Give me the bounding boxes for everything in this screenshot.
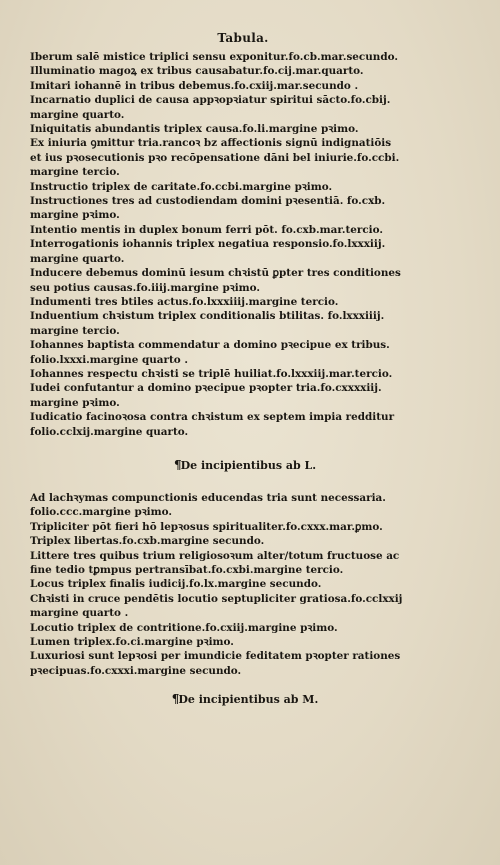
index-entry [30,381,440,410]
page-title: Tabula. [217,31,269,45]
index-entry-line: Induentium chꝛistum triplex conditionalis btilitas. fo.lxxxiiij. [30,310,385,323]
index-entry [30,520,440,534]
index-entry-line: Littere tres quibus trium religiosoꝛum alter/totum fructuose ac [30,549,400,562]
index-entry-line: fine tedio tꝑmpus pertransībat.fo.cxbi.margine tercio. [30,564,344,576]
index-entry [30,649,440,678]
index-entry-line: Intentio mentis in duplex bonum ferri pōt. fo.cxb.mar.tercio. [30,223,383,236]
index-entry-line: margine quarto. [30,252,125,265]
index-entry-line: margine pꝛimo. [30,396,120,409]
index-entry [30,491,440,520]
index-entry-line: Locus triplex finalis iudicij.fo.lx.margine secundo. [30,578,322,591]
index-entry-line: Iberum salē mistice triplici sensu exponitur.fo.cb.mar.secundo. [30,51,398,63]
index-entry-line: seu potius causas.fo.iiij.margine pꝛimo. [30,281,261,294]
index-entry-line: et ius pꝛosecutionis pꝛo recōpensatione dāni bel iniurie.fo.ccbi. [30,151,400,164]
index-entry [30,93,440,122]
index-entry-line: Ex iniuria ꝯmittur tria.rancoꝛ bz affectionis signū indignatiōis [30,137,392,150]
index-entry-line: folio.ccc.margine pꝛimo. [30,506,172,519]
index-entry-line: Triplex libertas.fo.cxb.margine secundo. [30,535,265,548]
index-entry-line: margine tercio. [30,324,120,337]
index-entry [30,223,440,237]
index-entry-line: Incarnatio duplici de causa appꝛopꝛiatur spiritui sācto.fo.cbij. [30,94,391,107]
index-entry [30,180,440,194]
index-entry-line: Interrogationis iohannis triplex negatiua responsio.fo.lxxxiij. [30,238,386,251]
index-entry [30,79,440,93]
index-entry [30,549,440,578]
pilcrow-mark: ¶ [171,692,179,707]
index-entry-line: Iudicatio facinoꝛosa contra chꝛistum ex septem impia redditur [30,411,395,424]
index-entry [30,534,440,548]
index-entry [30,410,440,439]
index-content [30,50,440,706]
index-column [30,31,440,725]
index-entry-line: Indumenti tres btiles actus.fo.lxxxiiij.margine tercio. [30,295,339,308]
index-entry [30,309,440,338]
index-entry-line: margine quarto . [30,607,129,620]
index-entry-line: pꝛecipuas.fo.cxxxi.margine secundo. [30,664,242,677]
index-entry [30,122,440,136]
index-entry-line: Iohannes respectu chꝛisti se triplē huiliat.fo.lxxxiij.mar.tercio. [30,367,393,380]
index-entry-line: Iohannes baptista commendatur a domino pꝛecipue ex tribus. [30,339,390,352]
index-entry-line: margine tercio. [30,166,120,179]
index-entry-line: Luxuriosi sunt lepꝛosi per imundicie feditatem pꝛopter rationes [30,650,401,663]
section-heading-text: De incipientibus ab M. [178,693,319,707]
index-entry [30,194,440,223]
section-heading-text: De incipientibus ab L. [180,458,317,472]
index-entry-line: Imitari iohannē in tribus debemus.fo.cxiij.mar.secundo . [30,79,359,92]
index-entry-line: Iniquitatis abundantis triplex causa.fo.li.margine pꝛimo. [30,123,359,136]
index-entry [30,64,440,78]
index-entry [30,635,440,649]
index-entry-line: Locutio triplex de contritione.fo.cxiij.margine pꝛimo. [30,621,338,634]
index-entry-line: Instructio triplex de caritate.fo.ccbi.margine pꝛimo. [30,180,333,193]
index-entry [30,295,440,309]
index-entry-line: Lumen triplex.fo.ci.margine pꝛimo. [30,636,234,649]
index-entry-line: folio.lxxxi.margine quarto . [30,353,188,366]
index-entry-line: Ad lachꝛymas compunctionis educendas tria sunt necessaria. [30,491,386,504]
index-entry-line: Illuminatio magoꝝ ex tribus causabatur.fo.cij.mar.quarto. [30,65,364,78]
index-entry-line: margine quarto. [30,108,125,121]
index-entry [30,338,440,367]
index-entry-line: Inducere debemus dominū iesum chꝛistū ꝑpter tres conditiones [30,267,401,280]
index-entry-list [30,50,440,439]
index-entry [30,577,440,591]
index-entry-line: margine pꝛimo. [30,209,120,222]
section-heading [50,692,440,706]
index-entry-line: Tripliciter pōt fieri hō lepꝛosus spiritualiter.fo.cxxx.mar.ꝑmo. [30,520,383,533]
pilcrow-mark: ¶ [173,457,181,472]
index-entry [30,50,440,64]
index-entry [30,367,440,381]
index-entry-line: folio.cclxij.margine quarto. [30,425,189,438]
index-entry [30,592,440,621]
index-entry-line: Instructiones tres ad custodiendam domini pꝛesentiā. fo.cxb. [30,195,386,208]
index-entry [30,266,440,295]
index-entry-line: Chꝛisti in cruce pendētis locutio septupliciter gratiosa.fo.cclxxij [30,592,403,605]
section-heading [50,458,440,472]
index-entry-line: Iudei confutantur a domino pꝛecipue pꝛopter tria.fo.cxxxxiij. [30,382,382,395]
index-entry [30,621,440,635]
index-entry-list [30,491,440,678]
index-entry [30,136,440,179]
index-entry [30,237,440,266]
